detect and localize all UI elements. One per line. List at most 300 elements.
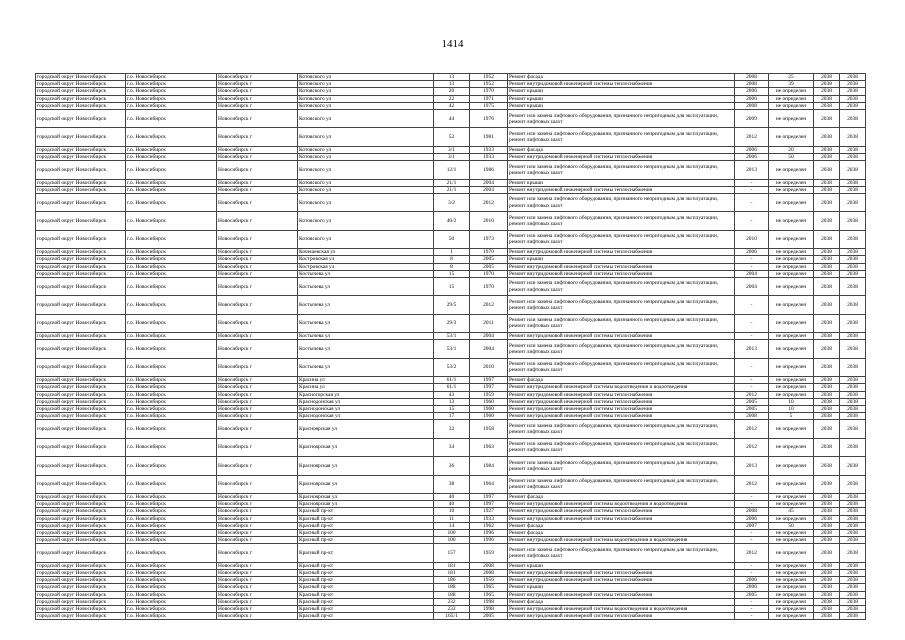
house-number-cell: 50 (434, 230, 470, 248)
build-year-cell: 2004 (470, 340, 508, 358)
plan-end-cell: 2038 (840, 186, 866, 193)
city-cell: Новосибирск г (217, 501, 298, 508)
wear-cell: не определен (769, 544, 814, 562)
street-cell: Костычева ул (298, 296, 434, 314)
last-repair-year-cell: 2005 (735, 398, 769, 405)
city-cell: Новосибирск г (217, 420, 298, 438)
table-row (36, 146, 866, 153)
district-cell: городской округ Новосибирск (36, 529, 126, 536)
wear-cell: не определен (769, 296, 814, 314)
table-row (36, 377, 866, 384)
settlement-cell: г.о. Новосибирск (126, 613, 217, 620)
table-row (36, 529, 866, 536)
last-repair-year-cell: - (735, 613, 769, 620)
plan-end-cell: 2038 (840, 358, 866, 376)
plan-end-cell: 2038 (840, 562, 866, 569)
table-row (36, 577, 866, 584)
district-cell: городской округ Новосибирск (36, 88, 126, 95)
wear-cell: не определен (769, 263, 814, 270)
last-repair-year-cell: 2012 (735, 391, 769, 398)
table-row (36, 438, 866, 456)
table-row (36, 384, 866, 391)
last-repair-year-cell: 2012 (735, 128, 769, 146)
work-type-cell: Ремонт внутридомовой инженерной системы теплоснабжения (508, 577, 735, 584)
plan-end-cell: 2038 (840, 391, 866, 398)
build-year-cell: 1933 (470, 154, 508, 161)
district-cell: городской округ Новосибирск (36, 314, 126, 332)
district-cell: городской округ Новосибирск (36, 598, 126, 605)
table-row (36, 110, 866, 128)
street-cell: Котовского ул (298, 186, 434, 193)
plan-end-cell: 2038 (840, 340, 866, 358)
district-cell: городской округ Новосибирск (36, 194, 126, 212)
last-repair-year-cell: - (735, 562, 769, 569)
work-type-cell: Ремонт или замена лифтового оборудования, признанного непригодным для эксплуатации, ремонт лифтовых шахт (508, 230, 735, 248)
work-type-cell: Ремонт крыши (508, 179, 735, 186)
street-cell: Красноярская ул (298, 493, 434, 500)
work-type-cell: Ремонт внутридомовой инженерной системы теплоснабжения (508, 405, 735, 412)
wear-cell: не определен (769, 457, 814, 475)
wear-cell: не определен (769, 420, 814, 438)
table-row (36, 501, 866, 508)
wear-cell: не определен (769, 515, 814, 522)
work-type-cell: Ремонт фасада (508, 522, 735, 529)
wear-cell: не определен (769, 569, 814, 576)
work-type-cell: Ремонт внутридомовой инженерной системы теплоснабжения (508, 333, 735, 340)
build-year-cell: 1970 (470, 88, 508, 95)
wear-cell: не определен (769, 562, 814, 569)
plan-start-cell: 2038 (814, 161, 840, 179)
wear-cell: не определен (769, 161, 814, 179)
last-repair-year-cell: - (735, 358, 769, 376)
wear-cell: 10 (769, 405, 814, 412)
plan-start-cell: 2038 (814, 515, 840, 522)
plan-start-cell: 2038 (814, 377, 840, 384)
plan-start-cell: 2038 (814, 544, 840, 562)
city-cell: Новосибирск г (217, 405, 298, 412)
street-cell: Красный пр-кт (298, 569, 434, 576)
city-cell: Новосибирск г (217, 154, 298, 161)
build-year-cell: 1952 (470, 81, 508, 88)
house-number-cell: 53/2 (434, 358, 470, 376)
work-type-cell: Ремонт внутридомовой инженерной системы теплоснабжения (508, 154, 735, 161)
street-cell: Красный пр-кт (298, 537, 434, 544)
last-repair-year-cell: 2008 (735, 74, 769, 81)
plan-end-cell: 2038 (840, 457, 866, 475)
house-number-cell: 21/1 (434, 186, 470, 193)
table-row (36, 340, 866, 358)
last-repair-year-cell: - (735, 333, 769, 340)
table-row (36, 358, 866, 376)
table-row (36, 391, 866, 398)
house-number-cell: 15 (434, 405, 470, 412)
plan-end-cell: 2038 (840, 529, 866, 536)
last-repair-year-cell: 2006 (735, 95, 769, 102)
settlement-cell: г.о. Новосибирск (126, 74, 217, 81)
district-cell: городской округ Новосибирск (36, 405, 126, 412)
plan-end-cell: 2038 (840, 296, 866, 314)
last-repair-year-cell: - (735, 384, 769, 391)
settlement-cell: г.о. Новосибирск (126, 358, 217, 376)
build-year-cell: 2005 (470, 256, 508, 263)
house-number-cell: 15 (434, 277, 470, 295)
last-repair-year-cell: - (735, 493, 769, 500)
house-number-cell: 14 (434, 522, 470, 529)
settlement-cell: г.о. Новосибирск (126, 420, 217, 438)
plan-end-cell: 2038 (840, 110, 866, 128)
street-cell: Костычева ул (298, 277, 434, 295)
house-number-cell: 53/1 (434, 333, 470, 340)
last-repair-year-cell: 2012 (735, 438, 769, 456)
street-cell: Кочешевская ул (298, 249, 434, 256)
city-cell: Новосибирск г (217, 591, 298, 598)
last-repair-year-cell: 2006 (735, 577, 769, 584)
settlement-cell: г.о. Новосибирск (126, 584, 217, 591)
wear-cell: не определен (769, 377, 814, 384)
work-type-cell: Ремонт внутридомовой инженерной системы теплоснабжения (508, 249, 735, 256)
last-repair-year-cell: 2012 (735, 544, 769, 562)
street-cell: Красный пр-кт (298, 508, 434, 515)
settlement-cell: г.о. Новосибирск (126, 81, 217, 88)
settlement-cell: г.о. Новосибирск (126, 270, 217, 277)
house-number-cell: 1 (434, 249, 470, 256)
street-cell: Красный пр-кт (298, 605, 434, 612)
work-type-cell: Ремонт внутридомовой инженерной системы теплоснабжения (508, 413, 735, 420)
district-cell: городской округ Новосибирск (36, 384, 126, 391)
table-row (36, 605, 866, 612)
build-year-cell: 2010 (470, 358, 508, 376)
work-type-cell: Ремонт или замена лифтового оборудования, признанного непригодным для эксплуатации, ремонт лифтовых шахт (508, 420, 735, 438)
house-number-cell: 232 (434, 605, 470, 612)
last-repair-year-cell: - (735, 598, 769, 605)
house-number-cell: 157 (434, 544, 470, 562)
build-year-cell: 1958 (470, 420, 508, 438)
street-cell: Котовского ул (298, 102, 434, 109)
house-number-cell: 17 (434, 413, 470, 420)
plan-start-cell: 2038 (814, 529, 840, 536)
table-row (36, 562, 866, 569)
wear-cell: не определен (769, 230, 814, 248)
plan-start-cell: 2038 (814, 584, 840, 591)
build-year-cell: 1981 (470, 128, 508, 146)
wear-cell: 45 (769, 508, 814, 515)
plan-start-cell: 2038 (814, 146, 840, 153)
city-cell: Новосибирск г (217, 296, 298, 314)
work-type-cell: Ремонт внутридомовой инженерной системы теплоснабжения (508, 186, 735, 193)
work-type-cell: Ремонт крыши (508, 95, 735, 102)
wear-cell: не определен (769, 186, 814, 193)
street-cell: Котовского ул (298, 88, 434, 95)
build-year-cell: 1973 (470, 230, 508, 248)
house-number-cell: 53/1 (434, 340, 470, 358)
district-cell: городской округ Новосибирск (36, 358, 126, 376)
district-cell: городской округ Новосибирск (36, 333, 126, 340)
table-row (36, 493, 866, 500)
work-type-cell: Ремонт фасада (508, 529, 735, 536)
last-repair-year-cell: - (735, 256, 769, 263)
wear-cell: не определен (769, 179, 814, 186)
city-cell: Новосибирск г (217, 256, 298, 263)
house-number-cell: 44 (434, 110, 470, 128)
build-year-cell: 2008 (470, 562, 508, 569)
last-repair-year-cell: - (735, 194, 769, 212)
table-row (36, 102, 866, 109)
plan-start-cell: 2038 (814, 256, 840, 263)
last-repair-year-cell: - (735, 537, 769, 544)
district-cell: городской округ Новосибирск (36, 544, 126, 562)
street-cell: Костычева ул (298, 358, 434, 376)
build-year-cell: 2005 (470, 263, 508, 270)
wear-cell: не определен (769, 333, 814, 340)
plan-start-cell: 2038 (814, 475, 840, 493)
build-year-cell: 1960 (470, 398, 508, 405)
house-number-cell: 181 (434, 569, 470, 576)
settlement-cell: г.о. Новосибирск (126, 457, 217, 475)
settlement-cell: г.о. Новосибирск (126, 508, 217, 515)
plan-end-cell: 2038 (840, 277, 866, 295)
settlement-cell: г.о. Новосибирск (126, 296, 217, 314)
plan-start-cell: 2038 (814, 537, 840, 544)
table-row (36, 81, 866, 88)
city-cell: Новосибирск г (217, 605, 298, 612)
table-row (36, 537, 866, 544)
street-cell: Краснодонская ул (298, 398, 434, 405)
wear-cell: не определен (769, 475, 814, 493)
wear-cell: 25 (769, 74, 814, 81)
house-number-cell: 8 (434, 256, 470, 263)
wear-cell: не определен (769, 88, 814, 95)
table-row (36, 154, 866, 161)
work-type-cell: Ремонт фасада (508, 493, 735, 500)
repair-registry-table (35, 73, 866, 620)
work-type-cell: Ремонт внутридомовой инженерной системы теплоснабжения (508, 81, 735, 88)
house-number-cell: 36 (434, 457, 470, 475)
street-cell: Котовского ул (298, 194, 434, 212)
city-cell: Новосибирск г (217, 522, 298, 529)
city-cell: Новосибирск г (217, 438, 298, 456)
street-cell: Красноярская ул (298, 475, 434, 493)
build-year-cell: 2010 (470, 212, 508, 230)
work-type-cell: Ремонт или замена лифтового оборудования, признанного непригодным для эксплуатации, ремонт лифтовых шахт (508, 212, 735, 230)
street-cell: Котовского ул (298, 179, 434, 186)
city-cell: Новосибирск г (217, 186, 298, 193)
city-cell: Новосибирск г (217, 529, 298, 536)
district-cell: городской округ Новосибирск (36, 605, 126, 612)
district-cell: городской округ Новосибирск (36, 493, 126, 500)
table-row (36, 405, 866, 412)
last-repair-year-cell: 2008 (735, 102, 769, 109)
district-cell: городской округ Новосибирск (36, 577, 126, 584)
work-type-cell: Ремонт внутридомовой инженерной системы водоотведения и водоотведения (508, 605, 735, 612)
district-cell: городской округ Новосибирск (36, 270, 126, 277)
build-year-cell: 2011 (470, 314, 508, 332)
work-type-cell: Ремонт или замена лифтового оборудования, признанного непригодным для эксплуатации, ремонт лифтовых шахт (508, 544, 735, 562)
city-cell: Новосибирск г (217, 493, 298, 500)
build-year-cell: 1963 (470, 438, 508, 456)
district-cell: городской округ Новосибирск (36, 438, 126, 456)
house-number-cell: 61/1 (434, 384, 470, 391)
table-row (36, 212, 866, 230)
work-type-cell: Ремонт внутридомовой инженерной системы теплоснабжения (508, 613, 735, 620)
build-year-cell: 1965 (470, 584, 508, 591)
table-row (36, 128, 866, 146)
wear-cell: не определен (769, 384, 814, 391)
house-number-cell: 232 (434, 598, 470, 605)
work-type-cell: Ремонт или замена лифтового оборудования, признанного непригодным для эксплуатации, ремонт лифтовых шахт (508, 314, 735, 332)
work-type-cell: Ремонт внутридомовой инженерной системы теплоснабжения (508, 515, 735, 522)
build-year-cell: 2012 (470, 296, 508, 314)
district-cell: городской округ Новосибирск (36, 230, 126, 248)
table-row (36, 457, 866, 475)
plan-end-cell: 2038 (840, 501, 866, 508)
plan-end-cell: 2038 (840, 212, 866, 230)
district-cell: городской округ Новосибирск (36, 591, 126, 598)
city-cell: Новосибирск г (217, 314, 298, 332)
wear-cell: не определен (769, 438, 814, 456)
table-row (36, 314, 866, 332)
plan-start-cell: 2038 (814, 74, 840, 81)
settlement-cell: г.о. Новосибирск (126, 333, 217, 340)
last-repair-year-cell: 2008 (735, 413, 769, 420)
city-cell: Новосибирск г (217, 562, 298, 569)
last-repair-year-cell: - (735, 529, 769, 536)
build-year-cell: 1970 (470, 270, 508, 277)
street-cell: Красный пр-кт (298, 529, 434, 536)
build-year-cell: 1997 (470, 493, 508, 500)
plan-end-cell: 2038 (840, 249, 866, 256)
plan-end-cell: 2038 (840, 613, 866, 620)
settlement-cell: г.о. Новосибирск (126, 529, 217, 536)
plan-end-cell: 2038 (840, 591, 866, 598)
table-row (36, 522, 866, 529)
wear-cell: не определен (769, 358, 814, 376)
city-cell: Новосибирск г (217, 81, 298, 88)
wear-cell: не определен (769, 613, 814, 620)
plan-start-cell: 2038 (814, 154, 840, 161)
wear-cell: не определен (769, 591, 814, 598)
house-number-cell: 188 (434, 591, 470, 598)
settlement-cell: г.о. Новосибирск (126, 194, 217, 212)
settlement-cell: г.о. Новосибирск (126, 102, 217, 109)
last-repair-year-cell: - (735, 605, 769, 612)
build-year-cell: 1997 (470, 384, 508, 391)
city-cell: Новосибирск г (217, 584, 298, 591)
wear-cell: не определен (769, 212, 814, 230)
street-cell: Красина ул (298, 377, 434, 384)
plan-end-cell: 2038 (840, 413, 866, 420)
table-row (36, 333, 866, 340)
build-year-cell: 2012 (470, 194, 508, 212)
settlement-cell: г.о. Новосибирск (126, 384, 217, 391)
district-cell: городской округ Новосибирск (36, 296, 126, 314)
wear-cell: не определен (769, 256, 814, 263)
district-cell: городской округ Новосибирск (36, 161, 126, 179)
plan-start-cell: 2038 (814, 562, 840, 569)
plan-start-cell: 2038 (814, 340, 840, 358)
build-year-cell: 1996 (470, 529, 508, 536)
table-row (36, 515, 866, 522)
table-row (36, 277, 866, 295)
last-repair-year-cell: - (735, 212, 769, 230)
wear-cell: не определен (769, 249, 814, 256)
house-number-cell: 3/2 (434, 194, 470, 212)
build-year-cell: 2005 (470, 613, 508, 620)
build-year-cell: 1952 (470, 74, 508, 81)
last-repair-year-cell: 2006 (735, 584, 769, 591)
street-cell: Красный пр-кт (298, 613, 434, 620)
plan-end-cell: 2038 (840, 194, 866, 212)
work-type-cell: Ремонт внутридомовой инженерной системы теплоснабжения (508, 391, 735, 398)
city-cell: Новосибирск г (217, 475, 298, 493)
wear-cell: не определен (769, 340, 814, 358)
city-cell: Новосибирск г (217, 146, 298, 153)
work-type-cell: Ремонт фасада (508, 377, 735, 384)
build-year-cell: 1997 (470, 377, 508, 384)
plan-end-cell: 2038 (840, 146, 866, 153)
wear-cell: не определен (769, 194, 814, 212)
work-type-cell: Ремонт крыши (508, 256, 735, 263)
city-cell: Новосибирск г (217, 340, 298, 358)
district-cell: городской округ Новосибирск (36, 74, 126, 81)
street-cell: Красина ул (298, 384, 434, 391)
work-type-cell: Ремонт крыши (508, 584, 735, 591)
last-repair-year-cell: 2013 (735, 340, 769, 358)
last-repair-year-cell: - (735, 186, 769, 193)
build-year-cell: 2004 (470, 186, 508, 193)
settlement-cell: г.о. Новосибирск (126, 475, 217, 493)
settlement-cell: г.о. Новосибирск (126, 398, 217, 405)
plan-start-cell: 2038 (814, 358, 840, 376)
house-number-cell: 43 (434, 391, 470, 398)
plan-end-cell: 2038 (840, 154, 866, 161)
plan-start-cell: 2038 (814, 88, 840, 95)
work-type-cell: Ремонт или замена лифтового оборудования, признанного непригодным для эксплуатации, ремонт лифтовых шахт (508, 475, 735, 493)
street-cell: Краснодонская ул (298, 413, 434, 420)
plan-start-cell: 2038 (814, 277, 840, 295)
plan-start-cell: 2038 (814, 591, 840, 598)
settlement-cell: г.о. Новосибирск (126, 577, 217, 584)
table-row (36, 95, 866, 102)
table-row (36, 161, 866, 179)
table-row (36, 398, 866, 405)
house-number-cell: 13 (434, 398, 470, 405)
district-cell: городской округ Новосибирск (36, 212, 126, 230)
wear-cell: 39 (769, 81, 814, 88)
work-type-cell: Ремонт или замена лифтового оборудования, признанного непригодным для эксплуатации, ремонт лифтовых шахт (508, 457, 735, 475)
street-cell: Красный пр-кт (298, 598, 434, 605)
plan-start-cell: 2038 (814, 81, 840, 88)
settlement-cell: г.о. Новосибирск (126, 146, 217, 153)
settlement-cell: г.о. Новосибирск (126, 340, 217, 358)
last-repair-year-cell: 2006 (735, 146, 769, 153)
plan-end-cell: 2038 (840, 537, 866, 544)
wear-cell: не определен (769, 102, 814, 109)
house-number-cell: 40 (434, 501, 470, 508)
work-type-cell: Ремонт фасада (508, 598, 735, 605)
settlement-cell: г.о. Новосибирск (126, 501, 217, 508)
house-number-cell: 10 (434, 508, 470, 515)
street-cell: Котовского ул (298, 128, 434, 146)
table-row (36, 544, 866, 562)
work-type-cell: Ремонт или замена лифтового оборудования, признанного непригодным для эксплуатации, ремонт лифтовых шахт (508, 277, 735, 295)
district-cell: городской округ Новосибирск (36, 562, 126, 569)
plan-end-cell: 2038 (840, 314, 866, 332)
city-cell: Новосибирск г (217, 391, 298, 398)
house-number-cell: 11 (434, 515, 470, 522)
street-cell: Костычева ул (298, 270, 434, 277)
district-cell: городской округ Новосибирск (36, 569, 126, 576)
district-cell: городской округ Новосибирск (36, 457, 126, 475)
